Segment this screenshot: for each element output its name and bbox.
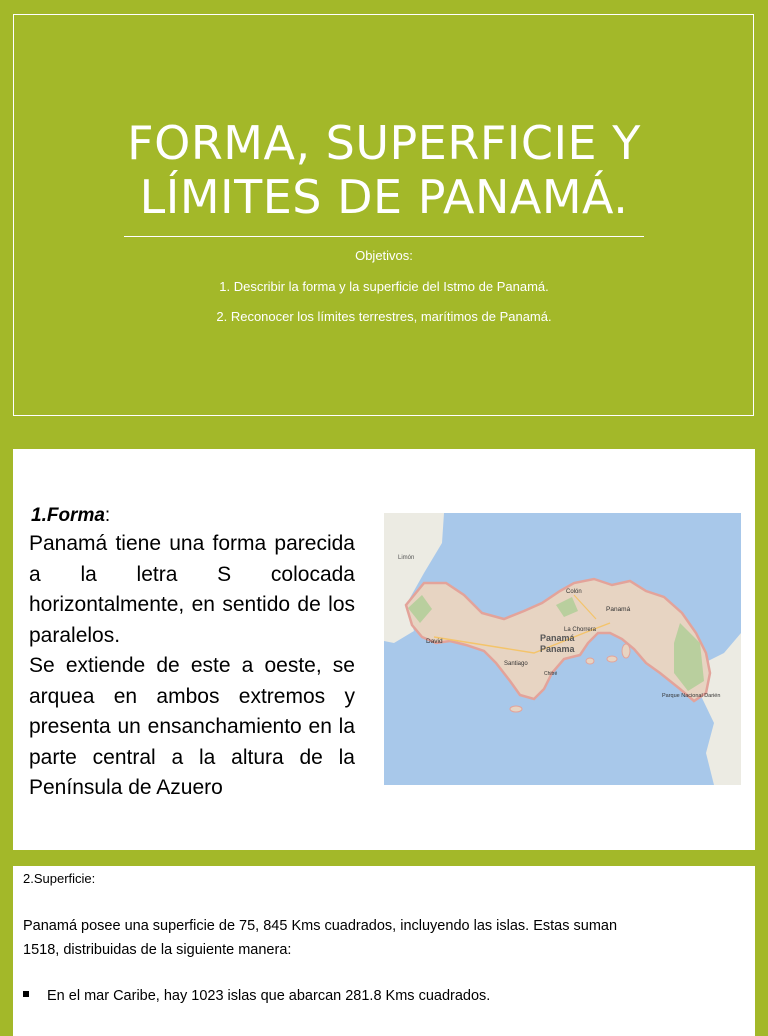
slide-title — [0, 116, 768, 224]
forma-slide — [13, 449, 755, 850]
objectives-label: Objetivos: — [355, 248, 413, 263]
objective-1: 1. Describir la forma y la superficie del Istmo de Panamá. — [219, 279, 549, 294]
map-label-country-1: Panamá — [540, 633, 575, 643]
panama-map — [384, 513, 741, 785]
forma-paragraph-1: Panamá tiene una forma parecida a la letra S colocada horizontalmente, en sentido de los paralelos. — [29, 532, 355, 647]
title-divider — [124, 236, 644, 237]
map-label-country-2: Panama — [540, 644, 575, 654]
objective-2: 2. Reconocer los límites terrestres, marítimos de Panamá. — [216, 309, 552, 324]
island — [510, 706, 522, 712]
map-label-colon: Colón — [566, 589, 582, 595]
superficie-heading: 2.Superficie: — [23, 871, 96, 886]
title-line-1: FORMA, SUPERFICIE Y — [127, 116, 641, 170]
forma-paragraph-2: Se extiende de este a oeste, se arquea en ambos extremos y presenta un ensanchamiento en la parte central a la altura de la Península de Azuero — [29, 654, 355, 799]
superficie-line-1: Panamá posee una superficie de 75, 845 Kms cuadrados, incluyendo las islas. Estas suman — [23, 918, 618, 934]
superficie-line-2: 1518, distribuidas de la siguiente manera: — [23, 942, 292, 958]
panama-map-svg — [384, 513, 741, 785]
map-label-la-chorrera: La Chorrera — [564, 627, 597, 633]
island — [622, 644, 630, 658]
island — [607, 656, 617, 662]
map-label-darien: Parque Nacional Darién — [662, 693, 721, 699]
forma-heading-colon: : — [104, 505, 111, 526]
map-label-limon: Limón — [398, 555, 415, 561]
bullet-icon — [23, 991, 29, 997]
forma-heading — [31, 505, 110, 527]
map-label-santiago: Santiago — [504, 661, 528, 667]
superficie-slide — [13, 866, 755, 1036]
forma-heading-text: 1.Forma — [31, 505, 105, 526]
title-line-2: LÍMITES DE PANAMÁ. — [139, 170, 629, 224]
map-label-panama-city: Panamá — [606, 606, 631, 613]
bullet-text: En el mar Caribe, hay 1023 islas que abarcan 281.8 Kms cuadrados. — [47, 988, 491, 1004]
map-label-chitre: Chitré — [544, 671, 558, 677]
island — [586, 658, 594, 664]
title-slide — [0, 0, 768, 432]
map-label-david: David — [426, 638, 443, 645]
list-item — [23, 988, 490, 1004]
